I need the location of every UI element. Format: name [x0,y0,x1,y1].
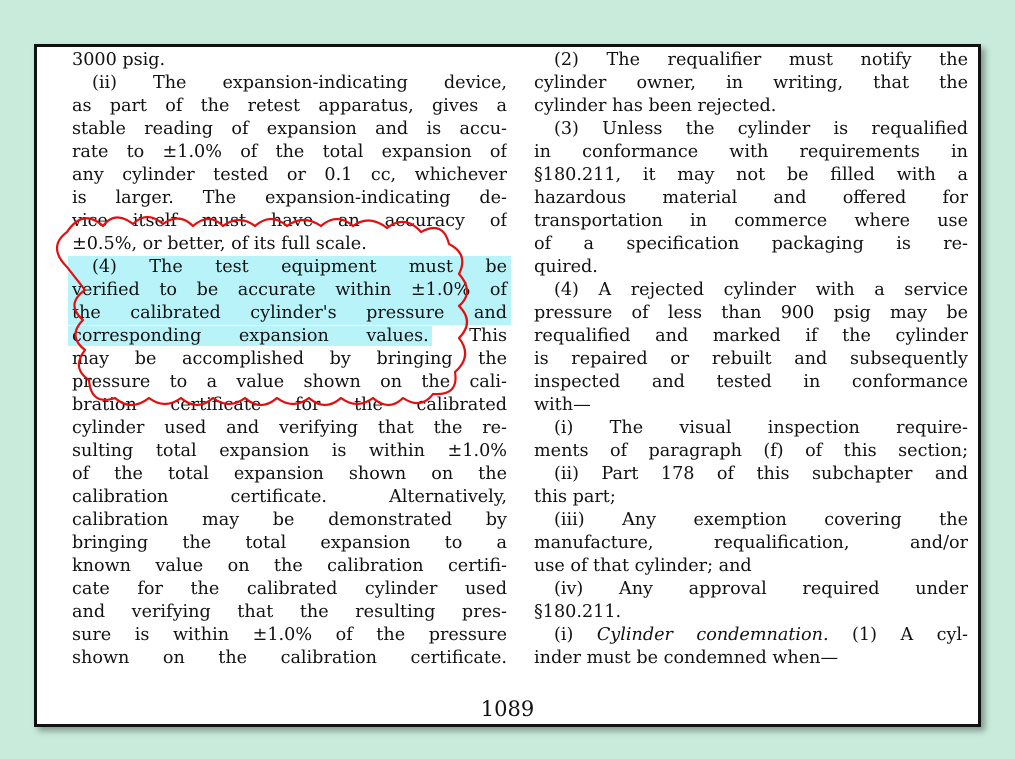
text-span: (i) [554,625,574,645]
text-line: may be accomplished by bringing the [72,349,507,369]
text-line: shown on the calibration certificate. [72,648,507,668]
text-line: cate for the calibrated cylinder used [72,579,507,599]
text-line: this part; [534,487,616,507]
text-line [534,624,968,647]
text-line: hazardous material and offered for [534,188,968,208]
text-line: cylinder owner, in writing, that the [534,73,968,93]
text-line: any cylinder tested or 0.1 cc, whichever [72,165,507,185]
text-line: bration certificate for the calibrated [72,395,507,415]
highlighted-text-line: (4) The test equipment must be [68,256,511,279]
text-line: inspected and tested in conformance [534,372,968,392]
highlighted-text-span: corresponding expansion values. [68,326,432,346]
text-line: of the total expansion shown on the [72,464,507,484]
text-line: (iii) Any exemption covering the [554,510,968,530]
section-heading-italic: Cylinder condemnation. [596,625,829,645]
text-line: requalified and marked if the cylinder [534,326,968,346]
text-line: cylinder has been rejected. [534,96,777,116]
highlighted-text-line: the calibrated cylinder's pressure and [68,302,511,325]
text-line: (ii) The expansion-indicating device, [92,73,507,93]
text-line: is larger. The expansion-indicating de- [72,188,507,208]
text-line: stable reading of expansion and is accu- [72,119,507,139]
text-line: and verifying that the resulting pres- [72,602,507,622]
page-number: 1089 [480,697,535,721]
text-line: §180.211. [534,602,622,622]
text-line: cylinder used and verifying that the re- [72,418,507,438]
text-line: (2) The requalifier must notify the [554,50,968,70]
text-line: (ii) Part 178 of this subchapter and [554,464,968,484]
text-line: ±0.5%, or better, of its full scale. [72,234,367,254]
text-line: transportation in commerce where use [534,211,968,231]
text-line: in conformance with requirements in [534,142,968,162]
text-line: rate to ±1.0% of the total expansion of [72,142,507,162]
text-line: inder must be condemned when— [534,648,839,668]
text-line: sulting total expansion is within ±1.0% [72,441,507,461]
text-line: manufacture, requalification, and/or [534,533,968,553]
text-line: 3000 psig. [72,50,166,70]
text-line: vice itself must have an accuracy of [72,211,507,231]
text-line: of a specification packaging is re- [534,234,968,254]
text-line [72,325,507,348]
text-line: sure is within ±1.0% of the pressure [72,625,507,645]
highlighted-text-line: verified to be accurate within ±1.0% of [68,279,511,302]
text-line: §180.211, it may not be filled with a [534,165,968,185]
text-span: (1) A cyl- [852,625,968,645]
text-line: is repaired or rebuilt and subsequently [534,349,968,369]
text-line: known value on the calibration certifi- [72,556,507,576]
text-line: calibration may be demonstrated by [72,510,507,530]
text-line: with— [534,395,591,415]
text-line: pressure of less than 900 psig may be [534,303,968,323]
text-line: (4) A rejected cylinder with a service [554,280,968,300]
document-page [34,44,981,727]
text-line: ments of paragraph (f) of this section; [534,441,968,461]
text-line: calibration certificate. Alternatively, [72,487,507,507]
left-text-column [72,49,507,670]
text-line: bringing the total expansion to a [72,533,507,553]
text-span: This [469,326,508,346]
text-line: as part of the retest apparatus, gives a [72,96,507,116]
text-line: quired. [534,257,598,277]
text-line: pressure to a value shown on the cali- [72,372,507,392]
text-line: (iv) Any approval required under [554,579,968,599]
right-text-column [534,49,968,670]
text-line: (3) Unless the cylinder is requalified [554,119,968,139]
text-line: use of that cylinder; and [534,556,752,576]
text-line: (i) The visual inspection require- [554,418,968,438]
